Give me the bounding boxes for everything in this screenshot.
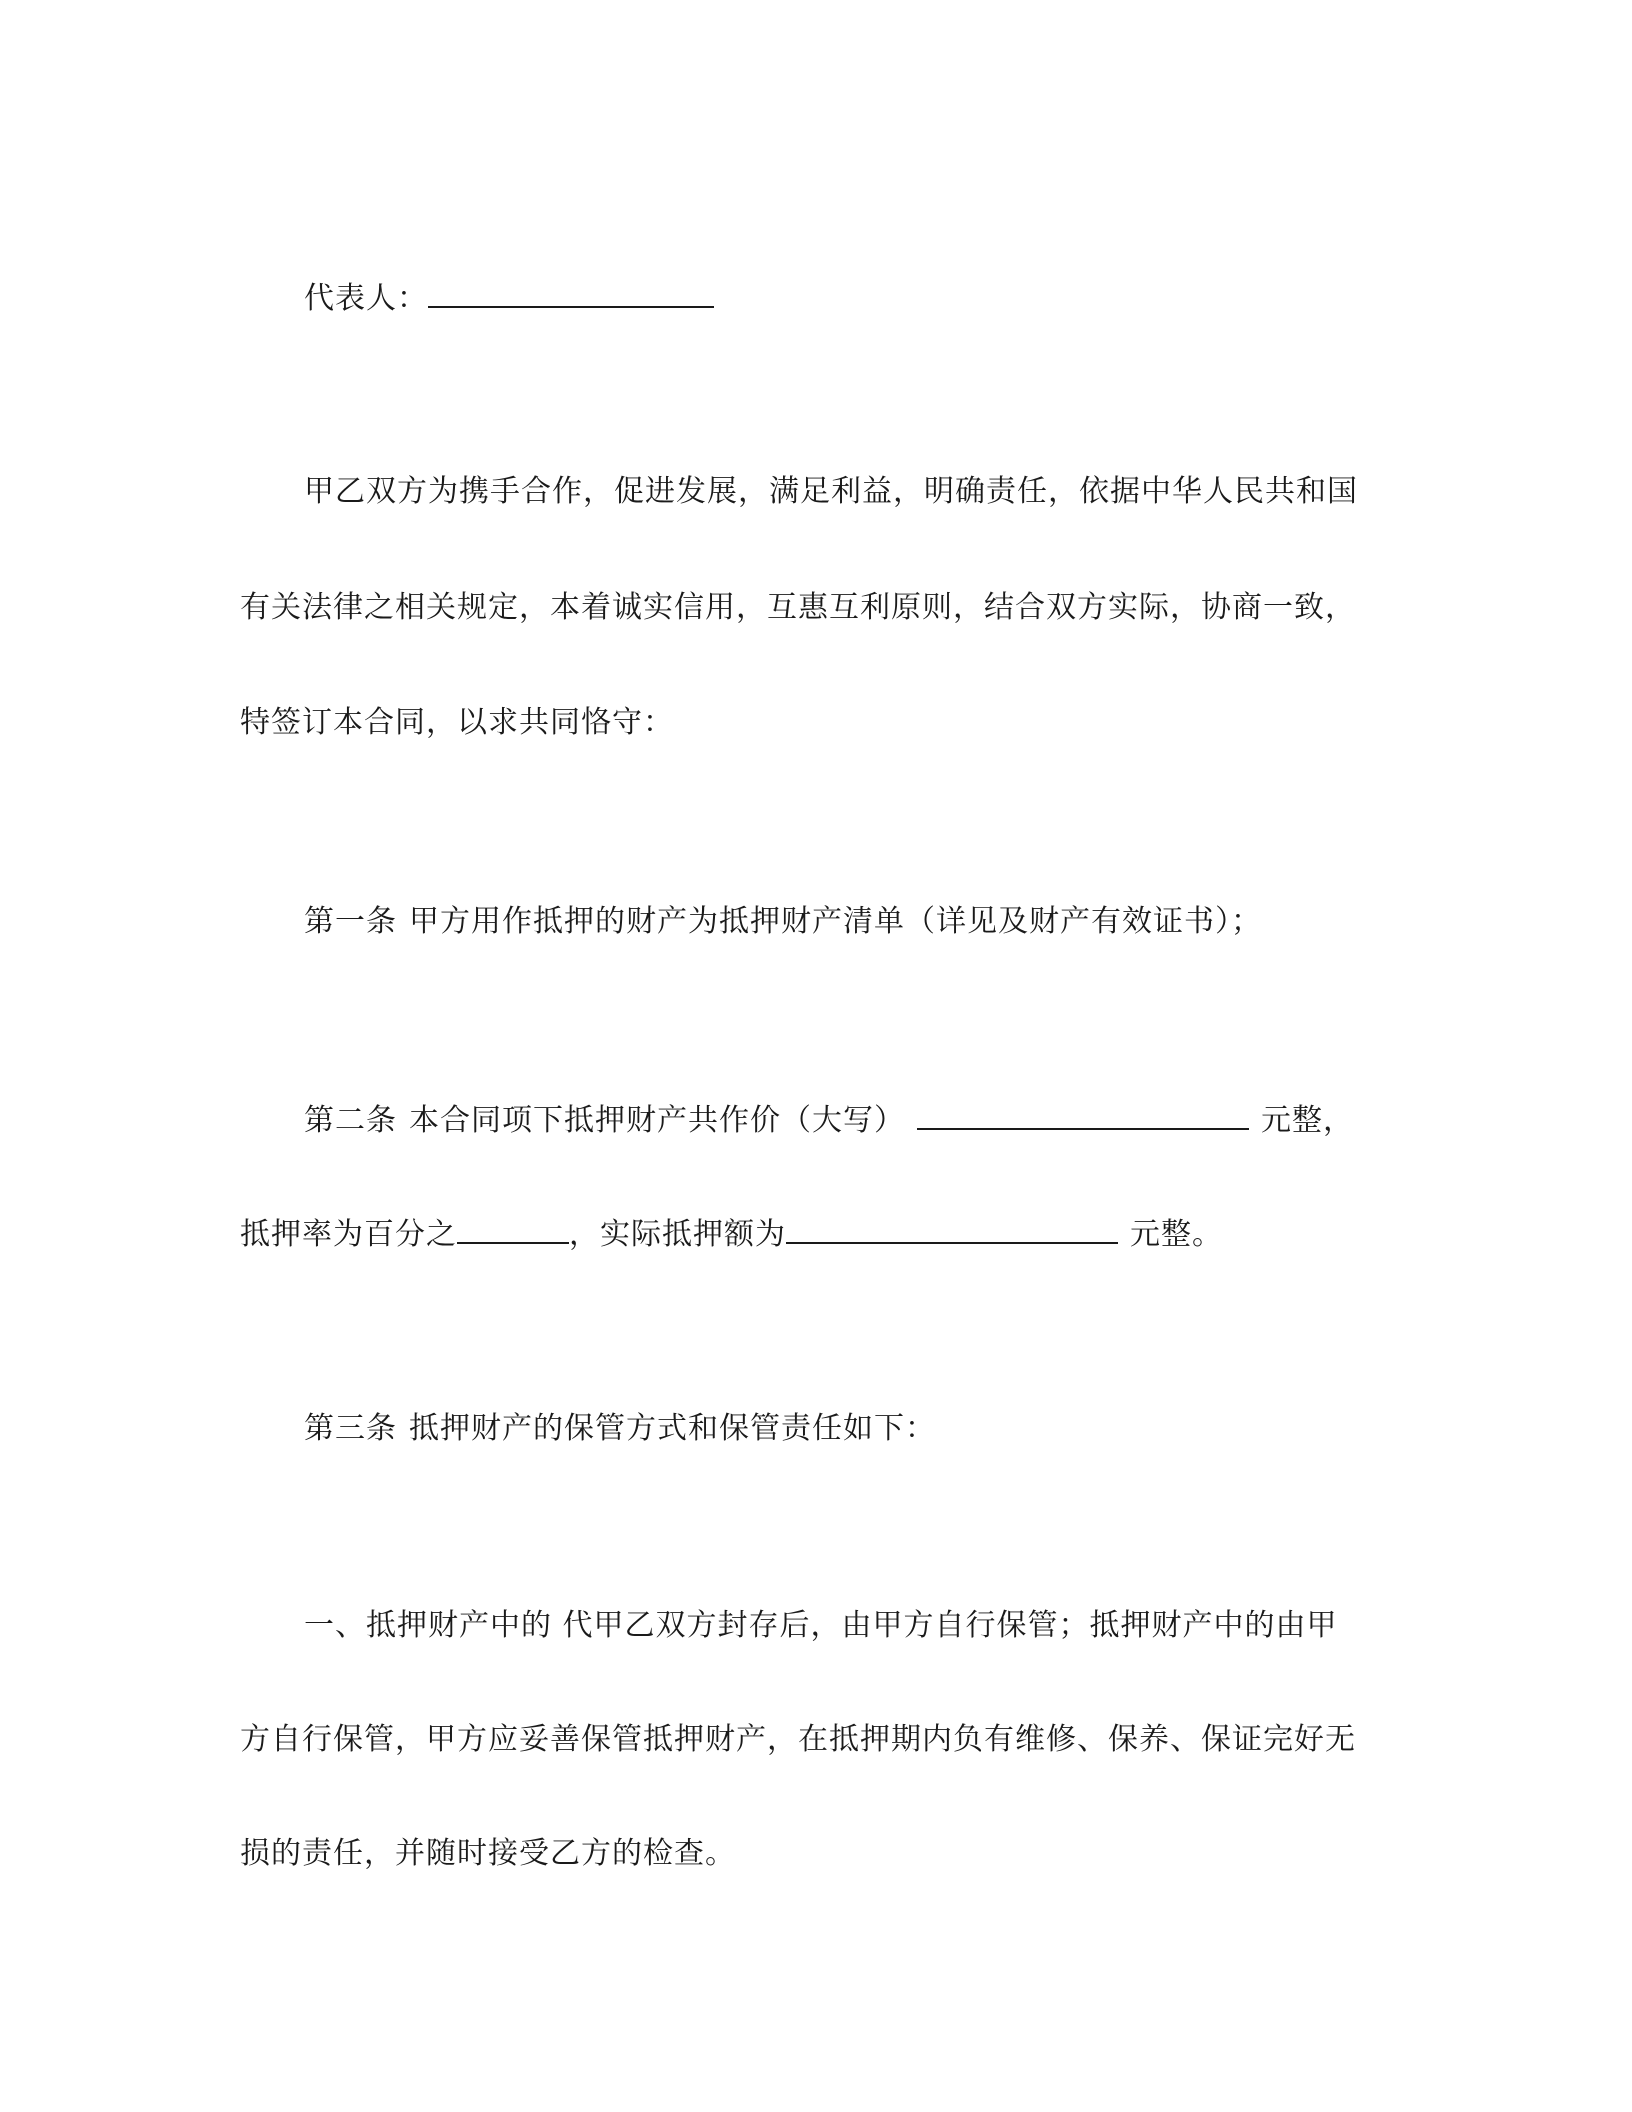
preamble-line-3: 特签订本合同，以求共同恪守： bbox=[240, 705, 674, 740]
article-3-text: 抵押财产的保管方式和保管责任如下： bbox=[409, 1411, 936, 1446]
article-2-unit: 元整， bbox=[1261, 1103, 1354, 1138]
representative-label: 代表人： bbox=[304, 281, 428, 316]
mortgage-rate-blank bbox=[457, 1212, 569, 1244]
mortgage-rate-label: 抵押率为百分之 bbox=[240, 1217, 457, 1252]
clause-1-line-3: 损的责任，并随时接受乙方的检查。 bbox=[240, 1836, 736, 1871]
article-1-number: 第一条 bbox=[304, 904, 397, 939]
actual-amount-blank bbox=[786, 1212, 1118, 1244]
actual-amount-unit: 元整。 bbox=[1130, 1217, 1223, 1252]
clause-1-line-2: 方自行保管，甲方应妥善保管抵押财产，在抵押期内负有维修、保养、保证完好无 bbox=[240, 1722, 1356, 1757]
article-2-line-1 bbox=[304, 1098, 1354, 1141]
article-2-text: 本合同项下抵押财产共作价（大写） bbox=[409, 1103, 905, 1138]
article-3-number: 第三条 bbox=[304, 1411, 397, 1446]
representative-line bbox=[304, 276, 714, 319]
total-value-blank bbox=[917, 1098, 1249, 1130]
representative-blank bbox=[428, 276, 714, 308]
clause-1-line-1: 一、抵押财产中的 代甲乙双方封存后，由甲方自行保管；抵押财产中的由甲 bbox=[304, 1608, 1338, 1643]
article-1 bbox=[304, 902, 1262, 942]
article-2-line-2 bbox=[240, 1212, 1223, 1255]
article-3 bbox=[304, 1409, 936, 1449]
preamble-line-1: 甲乙双方为携手合作，促进发展，满足利益，明确责任，依据中华人民共和国 bbox=[304, 474, 1358, 509]
actual-amount-label: ，实际抵押额为 bbox=[569, 1217, 786, 1252]
article-2-number: 第二条 bbox=[304, 1103, 397, 1138]
article-1-text: 甲方用作抵押的财产为抵押财产清单（详见及财产有效证书）； bbox=[409, 904, 1262, 939]
preamble-line-2: 有关法律之相关规定，本着诚实信用，互惠互利原则，结合双方实际，协商一致， bbox=[240, 590, 1356, 625]
